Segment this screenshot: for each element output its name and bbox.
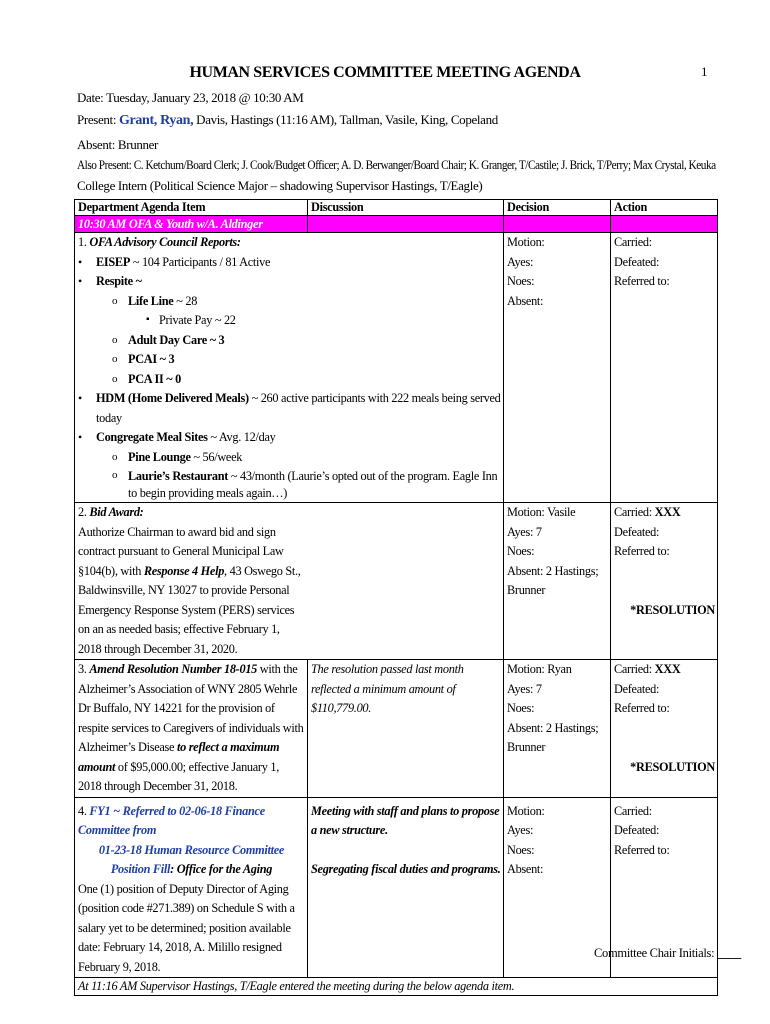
eisep-text: ~ 104 Participants / 81 Active (130, 254, 271, 269)
action-carried: Carried: (614, 235, 652, 249)
eisep-label: EISEP (96, 254, 131, 269)
item3-text-a: with the Alzheimer’s Association of WNY 2805 Wehrle Dr Buffalo, NY 14221 for the provision of respite services to Caregivers of individuals with Alzheimer’s Disease (78, 662, 304, 754)
item1-decision (504, 233, 611, 503)
decision-ayes: Ayes: 7 (507, 524, 542, 539)
section-blank-discussion (308, 216, 504, 233)
item3-cell (75, 660, 308, 798)
date-line: Date: Tuesday, January 23, 2018 @ 10:30 AM (77, 90, 304, 105)
pine-lounge-label: Pine Lounge (128, 449, 191, 464)
table-header-row (75, 200, 718, 216)
action-defeated: Defeated: (614, 254, 660, 269)
action-referred: Referred to: (614, 701, 670, 715)
header-agenda-item: Department Agenda Item (75, 200, 308, 216)
item3-decision (504, 660, 611, 798)
item1-action (611, 233, 718, 503)
spacer (614, 562, 715, 601)
item1-heading-text: OFA Advisory Council Reports: (89, 235, 241, 249)
action-defeated: Defeated: (614, 681, 660, 696)
decision-noes: Noes: (507, 701, 535, 715)
header-decision: Decision (504, 200, 611, 216)
present-line (77, 112, 498, 129)
decision-motion: Motion: (507, 803, 545, 818)
item3-emph: to reflect a maximum amount (78, 740, 280, 774)
resolution-label: *RESOLUTION (630, 759, 715, 774)
action-defeated: Defeated: (614, 524, 660, 539)
table-footer-row (75, 978, 718, 996)
page-number: 1 (701, 64, 708, 79)
hdm-label: HDM (Home Delivered Meals) (96, 391, 249, 405)
footer-row-text: At 11:16 AM Supervisor Hastings, T/Eagle entered the meeting during the below agenda item. (75, 978, 718, 996)
item4-heading-a: ~ Referred to 02-06-18 Finance Committee from (78, 803, 265, 837)
item3-action (611, 660, 718, 798)
item1-list (78, 253, 501, 503)
decision-noes: Noes: (507, 274, 535, 288)
list-item (112, 467, 501, 502)
header-action: Action (611, 200, 718, 216)
decision-noes: Noes: (507, 544, 535, 558)
item2-action (611, 503, 718, 660)
private-pay: Private Pay ~ 22 (159, 313, 236, 327)
action-referred: Referred to: (614, 544, 670, 558)
section-row (75, 216, 718, 233)
item3-heading: Amend Resolution Number 18-015 (89, 662, 258, 676)
item4-body: One (1) position of Deputy Director of Aging (position code #271.389) on Schedule S with a salary yet to be determined; position available date: February 14, 2018, A. Milillo resigned February 9, 2018. (78, 881, 295, 974)
list-item (78, 272, 501, 389)
item4-position-fill (78, 860, 305, 880)
hdm-text: ~ 260 active participants with 222 meals being served today (96, 391, 501, 425)
item2-num: 2. (78, 505, 90, 519)
decision-absent-cont: Brunner (507, 740, 546, 754)
action-carried: Carried: (614, 803, 652, 818)
action-carried (614, 503, 715, 523)
list-item (78, 253, 501, 273)
item3-num: 3. (78, 662, 90, 676)
section-label: 10:30 AM OFA & Youth w/A. Aldinger (75, 216, 308, 233)
list-item (112, 448, 501, 468)
lauries-text: ~ 43/month (Laurie’s opted out of the program. Eagle Inn to begin providing meals again…) (128, 469, 498, 500)
list-item (112, 292, 501, 331)
table-row (75, 233, 718, 503)
chair-initials (594, 946, 741, 961)
decision-absent: Absent: (507, 293, 544, 308)
item4-heading (78, 802, 305, 841)
item2-text (78, 503, 304, 659)
adult-day-care: Adult Day Care ~ 3 (128, 332, 225, 347)
item4-discussion-b: Segregating fiscal duties and programs. (311, 861, 501, 876)
pine-lounge-text: ~ 56/week (190, 449, 243, 464)
decision-ayes: Ayes: 7 (507, 681, 542, 696)
chair-initials-label: Committee Chair Initials: (594, 946, 718, 960)
decision-absent: Absent: (507, 862, 544, 876)
item4-heading-b: 01-23-18 Human Resource Committee (98, 842, 285, 857)
section-blank-action (611, 216, 718, 233)
respite-sublist (96, 292, 501, 390)
action-referred: Referred to: (614, 842, 670, 857)
item1-heading (78, 233, 501, 253)
pca-ii: PCA II ~ 0 (128, 371, 181, 386)
congregate-sublist (96, 448, 501, 503)
carried-value: XXX (654, 662, 681, 676)
decision-absent: Absent: 2 Hastings; (507, 720, 599, 735)
absent-line: Absent: Brunner (77, 137, 159, 152)
item1-cell (75, 233, 504, 503)
item4-pf-label: Position Fill (110, 862, 171, 876)
also-present-line-1: Also Present: C. Ketchum/Board Clerk; J. Cook/Budget Officer; A. D. Berwanger/Board Chair; K. Granger, T/Castile; J. Brick, T/Perry; Max Crystal, Keuka (77, 157, 716, 172)
item1-num: 1. (78, 235, 90, 249)
item2-text-a: Authorize Chairman to award bid and sign contract pursuant to General Municipal Law §104(b), with (78, 524, 284, 578)
decision-motion: Motion: Ryan (507, 662, 572, 676)
lifeline-label: Life Line (128, 293, 174, 308)
list-item (78, 389, 501, 428)
item3-discussion: The resolution passed last month reflected a minimum amount of $110,779.00. (308, 660, 504, 798)
respite-label: Respite ~ (96, 274, 142, 288)
agenda-table (74, 199, 718, 996)
carried-value: XXX (654, 505, 681, 519)
item3-text-b: of $95,000.00; effective January 1, 2018 through December 31, 2018. (78, 759, 279, 793)
item4-cell (75, 797, 308, 978)
decision-ayes: Ayes: (507, 254, 534, 269)
item4-fy: FY1 (89, 803, 111, 818)
lifeline-sublist (128, 311, 501, 331)
page-title (0, 64, 770, 82)
header-discussion: Discussion (308, 200, 504, 216)
item2-cell (75, 503, 504, 660)
present-label: Present: (77, 112, 119, 127)
item4-pf-text: : Office for the Aging (170, 862, 273, 876)
decision-noes: Noes: (507, 842, 535, 857)
pcai: PCAI ~ 3 (128, 352, 175, 366)
item2-decision (504, 503, 611, 660)
decision-absent-cont: Brunner (507, 583, 546, 597)
action-defeated: Defeated: (614, 823, 660, 837)
section-blank-decision (504, 216, 611, 233)
action-carried (614, 660, 715, 680)
table-row (75, 660, 718, 798)
action-referred: Referred to: (614, 274, 670, 288)
present-rest: Davis, Hastings (11:16 AM), Tallman, Vasile, King, Copeland (193, 112, 498, 127)
list-item (78, 428, 501, 502)
also-present-line-2: College Intern (Political Science Major – shadowing Supervisor Hastings, T/Eagle) (77, 178, 483, 193)
decision-motion: Motion: (507, 235, 545, 249)
item4-discussion-a: Meeting with staff and plans to propose a new structure. (311, 803, 500, 837)
present-highlighted-names: Grant, Ryan, (118, 113, 194, 128)
list-item (112, 350, 501, 370)
congregate-label: Congregate Meal Sites (96, 430, 208, 444)
spacer (614, 719, 715, 758)
list-item (112, 331, 501, 351)
spacer (311, 841, 501, 860)
list-item (112, 370, 501, 390)
resolution-label: *RESOLUTION (630, 602, 715, 617)
item2-text-b: , 43 Oswego St., Baldwinsville, NY 13027 to provide Personal Emergency Response System (PERS) services on an as needed basis; effective February 1, 2018 through December 31, 2020. (78, 563, 301, 656)
carried-label: Carried: (614, 505, 655, 519)
list-item (146, 311, 501, 331)
item2-heading: Bid Award: (89, 505, 144, 519)
carried-label: Carried: (614, 662, 655, 676)
lauries-label: Laurie’s Restaurant (128, 469, 229, 483)
decision-motion: Motion: Vasile (507, 505, 576, 519)
item2-bold: Response 4 Help (143, 563, 225, 578)
item4-num: 4. (78, 803, 90, 818)
chair-initials-blank: ____ (717, 946, 741, 960)
item4-discussion (308, 797, 504, 978)
page-title-text: HUMAN SERVICES COMMITTEE MEETING AGENDA (189, 64, 581, 81)
lifeline-text: ~ 28 (173, 293, 198, 308)
decision-absent: Absent: 2 Hastings; (507, 563, 599, 578)
table-row (75, 503, 718, 660)
congregate-text: ~ Avg. 12/day (207, 430, 276, 444)
decision-ayes: Ayes: (507, 823, 534, 837)
